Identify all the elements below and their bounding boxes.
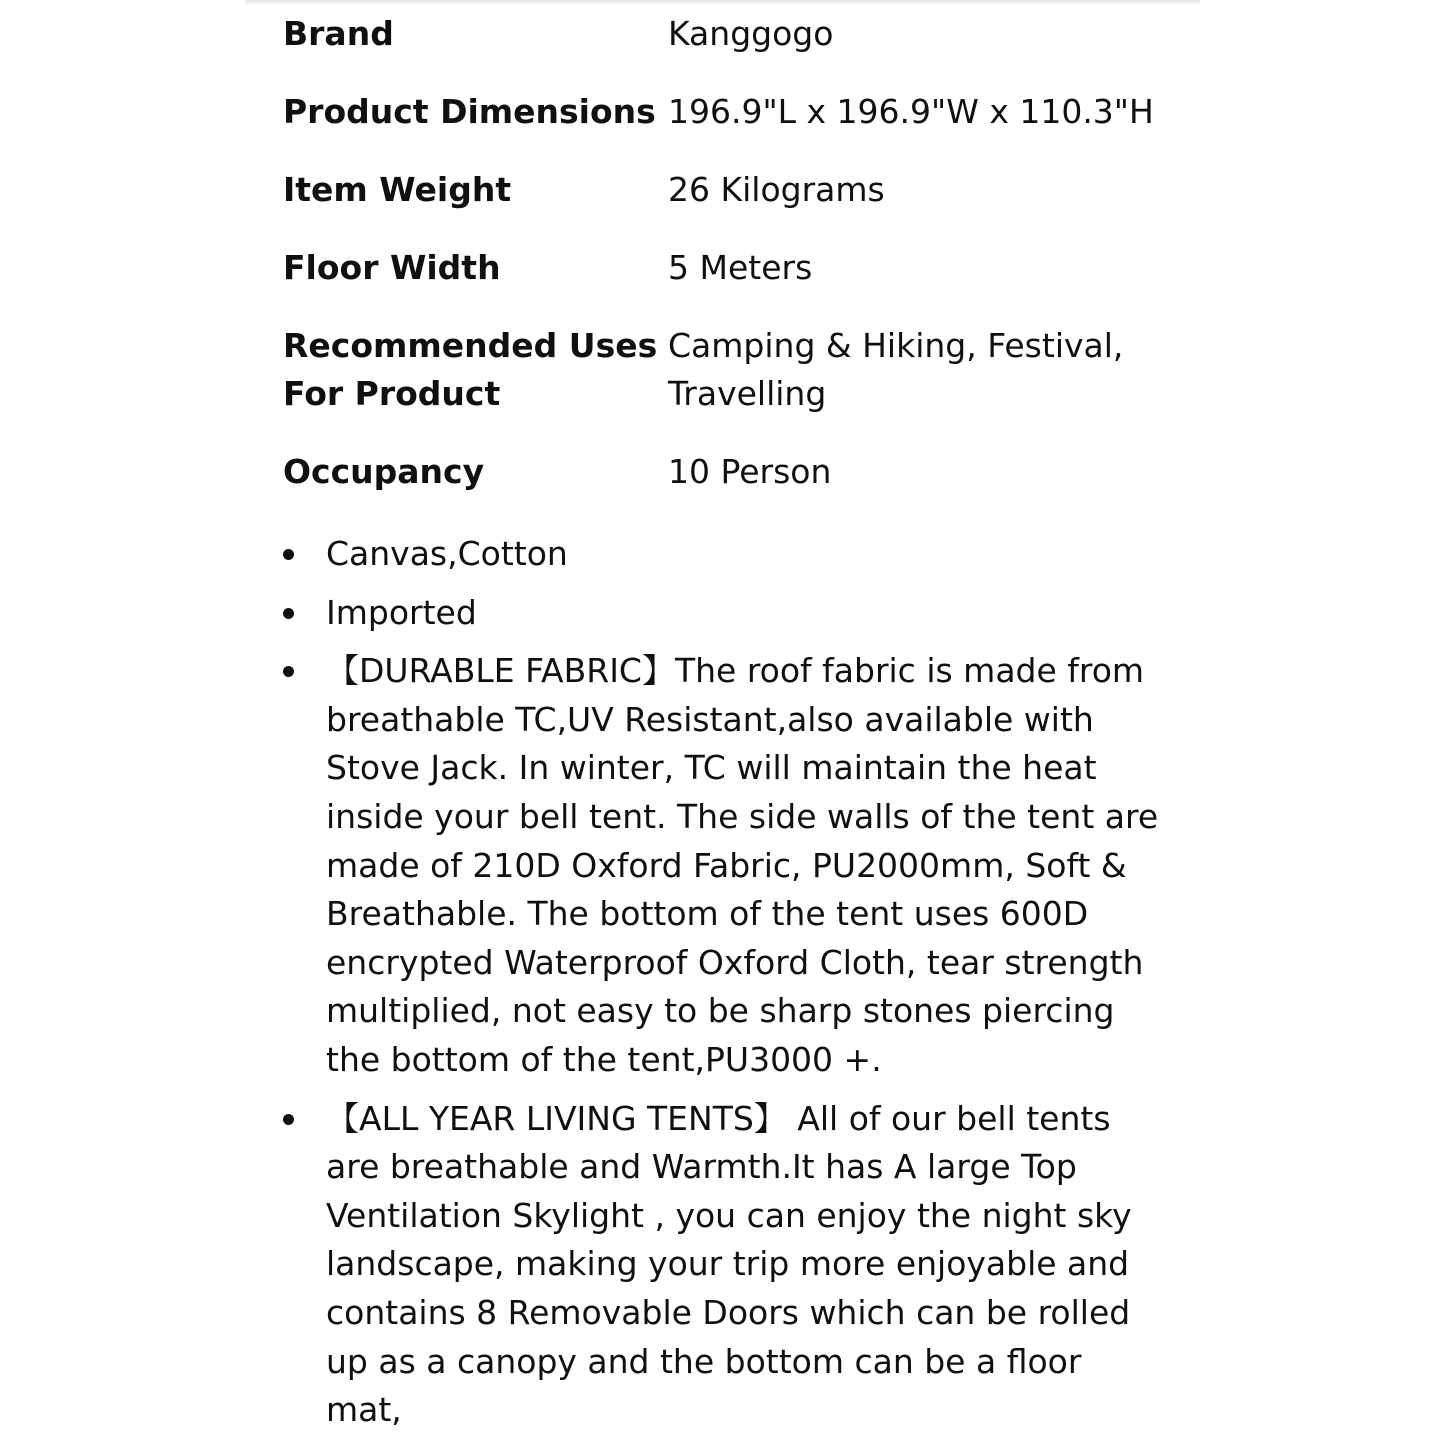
product-details [283, 10, 1173, 1445]
spec-row-floor-width [283, 244, 1163, 322]
spec-value: 5 Meters [668, 248, 813, 287]
bullet-dot-icon [283, 666, 294, 677]
list-item [283, 1095, 1163, 1435]
spec-label: Recommended Uses For Product [283, 326, 658, 413]
list-item [283, 589, 1163, 638]
bullet-text: 【ALL YEAR LIVING TENTS】 All of our bell tents are breathable and Warmth.It has A large Top Ventilation Skylight , you can enjoy the night sky landscape, making your trip more enjoyable and contains 8 Removable Doors which can be rolled up as a canopy and the bottom can be a floor mat, [326, 1098, 1132, 1430]
spec-label: Brand [283, 14, 394, 53]
spec-value: Camping & Hiking, Festival, Travelling [668, 326, 1124, 413]
spec-value: 26 Kilograms [668, 170, 885, 209]
bullet-text: Canvas,Cotton [326, 534, 568, 573]
spec-value: 10 Person [668, 452, 832, 491]
spec-label: Item Weight [283, 170, 512, 209]
spec-row-item-weight [283, 166, 1163, 244]
feature-bullet-list [283, 530, 1163, 1435]
top-divider-shadow [245, 0, 1200, 6]
bullet-text: 【DURABLE FABRIC】The roof fabric is made from breathable TC,UV Resistant,also available with Stove Jack. In winter, TC will maintain the heat inside your bell tent. The side walls of the tent are made of 210D Oxford Fabric, PU2000mm, Soft & Breathable. The bottom of the tent uses 600D encrypted Waterproof Oxford Cloth, tear strength multiplied, not easy to be sharp stones piercing the bottom of the tent,PU3000 +. [326, 651, 1159, 1079]
spec-row-product-dimensions [283, 88, 1163, 166]
spec-value: 196.9"L x 196.9"W x 110.3"H [668, 92, 1154, 131]
product-spec-table [283, 10, 1163, 526]
spec-row-occupancy [283, 448, 1163, 526]
list-item [283, 530, 1163, 579]
list-item [283, 647, 1163, 1084]
bullet-dot-icon [283, 549, 294, 560]
spec-label: Floor Width [283, 248, 501, 287]
bullet-dot-icon [283, 1114, 294, 1125]
spec-row-recommended-uses [283, 322, 1163, 448]
spec-label: Occupancy [283, 452, 485, 491]
spec-label: Product Dimensions [283, 92, 656, 131]
spec-row-brand [283, 10, 1163, 88]
bullet-dot-icon [283, 608, 294, 619]
spec-value: Kanggogo [668, 14, 834, 53]
bullet-text: Imported [326, 592, 477, 632]
